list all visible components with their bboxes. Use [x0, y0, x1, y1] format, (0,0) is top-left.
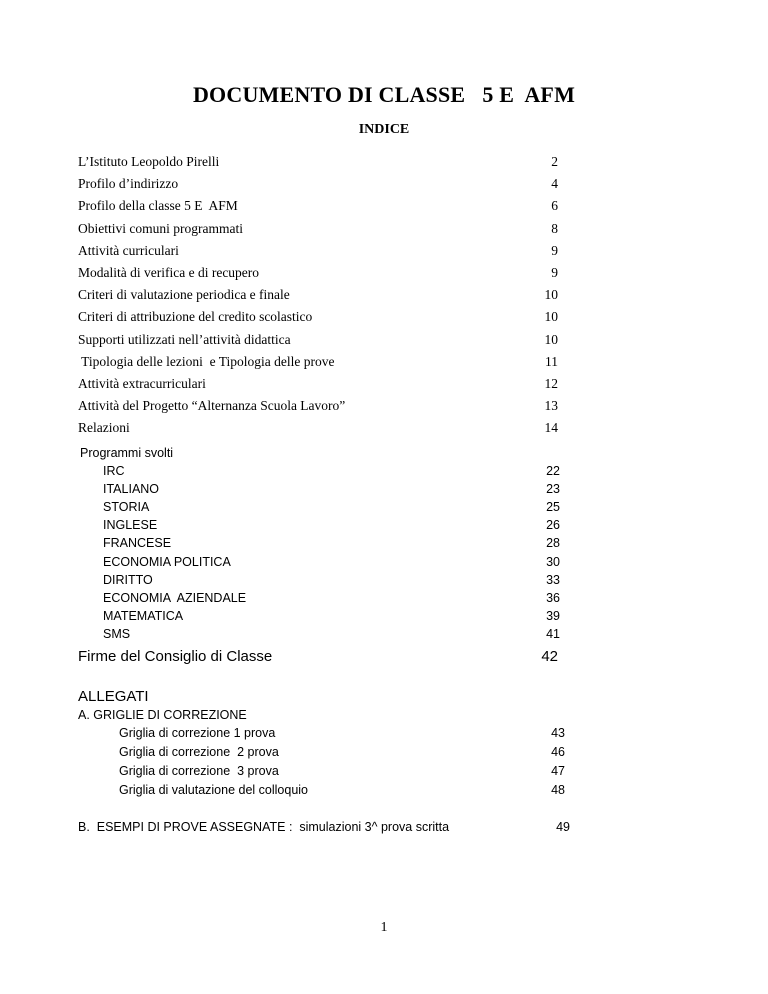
toc-entry-label: SMS: [103, 626, 131, 641]
toc-entry-label: Griglia di correzione 3 prova: [119, 764, 279, 778]
toc-entry-page: 36: [546, 590, 560, 605]
toc-entry-page: 26: [546, 518, 560, 533]
toc-entry-allegato-b: [0, 820, 768, 840]
toc-entry-page: 46: [551, 745, 565, 759]
toc-entry-page: 39: [546, 608, 560, 623]
toc-entry-page: 10: [544, 287, 558, 303]
toc-entry: [0, 555, 768, 575]
toc-entry-label: Griglia di correzione 2 prova: [119, 745, 279, 759]
toc-entry: [0, 420, 768, 440]
toc-entry-label: Attività extracurriculari: [78, 376, 206, 391]
toc-entry-label: Relazioni: [78, 420, 130, 436]
toc-entry-page: 12: [544, 376, 558, 391]
programmi-heading: [0, 446, 768, 466]
toc-entry: [0, 221, 768, 241]
toc-entry: [0, 783, 768, 803]
toc-entry-label: Criteri di valutazione periodica e finale: [78, 287, 290, 303]
toc-entry-page: 10: [544, 309, 558, 325]
toc-entry-page: 6: [551, 198, 558, 214]
toc-entry-page: 49: [556, 820, 570, 834]
toc-entry-label: Modalità di verifica e di recupero: [78, 265, 260, 280]
toc-entry: [0, 745, 768, 765]
toc-entry-page: 11: [545, 353, 558, 369]
toc-entry-label: Obiettivi comuni programmati: [78, 220, 243, 236]
toc-entry-label: Profilo della classe 5 E AFM: [78, 198, 238, 214]
toc-entry: [0, 573, 768, 593]
toc-entry-label: Attività del Progetto “Alternanza Scuola Lavoro”: [78, 398, 346, 414]
toc-entry-page: 42: [541, 648, 558, 665]
toc-entry: [0, 591, 768, 611]
toc-entry: [0, 609, 768, 629]
toc-entry: [0, 198, 768, 218]
toc-entry: [0, 500, 768, 520]
toc-entry-label: DIRITTO: [103, 572, 153, 587]
toc-entry-label: Profilo d’indirizzo: [78, 176, 179, 192]
toc-entry: [0, 265, 768, 285]
toc-entry-label: Firme del Consiglio di Classe: [78, 648, 273, 665]
toc-entry: [0, 536, 768, 556]
toc-entry: [0, 354, 768, 374]
toc-entry-page: 25: [546, 500, 560, 515]
toc-entry-label: L’Istituto Leopoldo Pirelli: [78, 154, 220, 169]
toc-entry-label: IRC: [103, 464, 125, 478]
toc-entry: [0, 332, 768, 352]
toc-entry-label: STORIA: [103, 500, 150, 515]
toc-entry-label: Criteri di attribuzione del credito scolastico: [78, 309, 313, 325]
toc-entry-label: Supporti utilizzati nell’attività didattica: [78, 331, 291, 347]
toc-entry: [0, 482, 768, 502]
toc-entry-label: Tipologia delle lezioni e Tipologia delle prove: [78, 353, 335, 369]
index-heading: INDICE: [358, 122, 410, 137]
toc-entry-label: ITALIANO: [103, 482, 160, 497]
toc-entry-label: Attività curriculari: [78, 242, 179, 258]
toc-entry: [0, 726, 768, 746]
toc-entry-label: MATEMATICA: [103, 608, 184, 623]
toc-entry-label: B. ESEMPI DI PROVE ASSEGNATE : simulazioni 3^ prova scritta: [78, 820, 450, 834]
programmi-heading-label: Programmi svolti: [80, 446, 174, 460]
toc-entry: [0, 376, 768, 396]
allegato-a-heading: [0, 708, 768, 728]
document-title: DOCUMENTO DI CLASSE 5 E AFM: [192, 82, 576, 107]
toc-entry-page: 9: [551, 265, 558, 280]
toc-entry-label: Griglia di correzione 1 prova: [119, 726, 276, 740]
toc-entry-page: 10: [544, 331, 558, 347]
allegati-heading: [0, 688, 768, 708]
toc-entry-page: 33: [546, 572, 560, 587]
toc-entry-page: 9: [551, 242, 558, 258]
toc-entry-page: 8: [551, 220, 558, 236]
toc-entry: [0, 627, 768, 647]
toc-entry: [0, 287, 768, 307]
allegati-heading-label: ALLEGATI: [78, 688, 149, 705]
toc-entry-firme: [0, 648, 768, 668]
toc-entry-label: ECONOMIA AZIENDALE: [103, 590, 247, 605]
toc-entry-page: 4: [551, 176, 558, 192]
toc-entry: [0, 518, 768, 538]
toc-entry: [0, 154, 768, 174]
toc-entry-label: FRANCESE: [103, 536, 172, 551]
toc-entry: [0, 309, 768, 329]
toc-entry: [0, 243, 768, 263]
toc-entry: [0, 464, 768, 484]
toc-entry-page: 14: [544, 420, 558, 436]
toc-entry-page: 48: [551, 783, 565, 797]
allegato-a-heading-label: A. GRIGLIE DI CORREZIONE: [78, 708, 247, 722]
toc-entry-label: INGLESE: [103, 518, 158, 533]
toc-entry-page: 13: [544, 398, 558, 414]
toc-entry-page: 47: [551, 764, 565, 778]
toc-entry-page: 22: [546, 464, 560, 478]
toc-entry: [0, 764, 768, 784]
toc-entry-page: 30: [546, 554, 560, 569]
toc-entry-page: 23: [546, 482, 560, 497]
toc-entry-page: 2: [551, 154, 558, 169]
toc-entry-label: ECONOMIA POLITICA: [103, 554, 231, 569]
toc-entry: [0, 398, 768, 418]
page-number: 1: [380, 920, 388, 935]
toc-entry-label: Griglia di valutazione del colloquio: [119, 783, 309, 797]
toc-entry-page: 28: [546, 536, 560, 551]
toc-entry: [0, 176, 768, 196]
toc-entry-page: 41: [546, 626, 560, 641]
toc-entry-page: 43: [551, 726, 565, 740]
